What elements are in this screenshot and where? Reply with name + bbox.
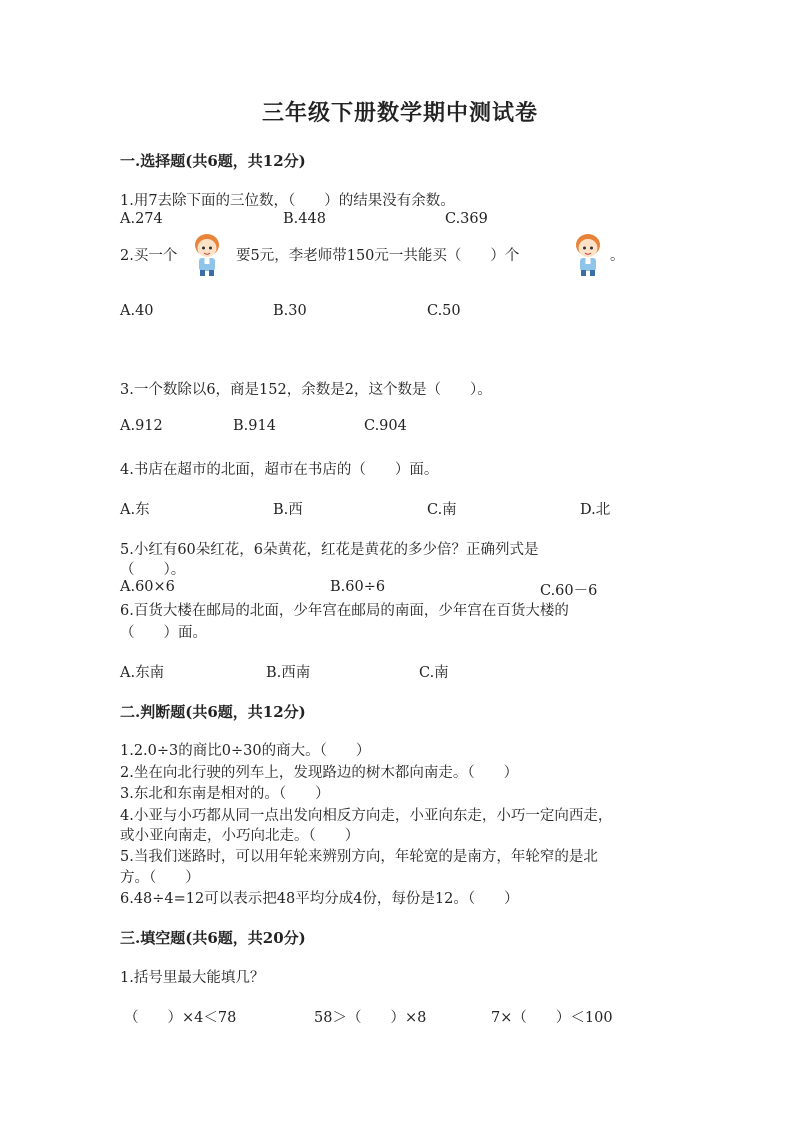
question-6-stem-line2: （ ）面。 bbox=[120, 625, 207, 641]
question-1-option-c: C.369 bbox=[445, 211, 488, 227]
question-5-option-b: B.60÷6 bbox=[330, 579, 386, 595]
question-1-option-a: A.274 bbox=[120, 211, 163, 227]
question-5-stem-line2: （ ）。 bbox=[120, 562, 186, 578]
fill-question-1-stem: 1.括号里最大能填几？ bbox=[120, 970, 265, 986]
page-title: 三年级下册数学期中测试卷 bbox=[261, 100, 538, 126]
question-4-option-d: D.北 bbox=[580, 502, 611, 518]
question-5-stem-line1: 5.小红有60朵红花，6朵黄花，红花是黄花的多少倍？正确列式是 bbox=[120, 542, 539, 558]
section-heading-choice: 一.选择题(共6题，共12分) bbox=[120, 152, 306, 170]
question-2-option-b: B.30 bbox=[273, 303, 307, 319]
fill-expression-3: 7×（ ）＜100 bbox=[491, 1010, 613, 1026]
question-2-option-c: C.50 bbox=[427, 303, 461, 319]
question-6-option-b: B.西南 bbox=[266, 665, 311, 681]
judgement-line-6: 6.48÷4=12可以表示把48平均分成4份，每份是12。（ ） bbox=[120, 891, 519, 907]
section-heading-fill: 三.填空题(共6题，共20分) bbox=[120, 929, 306, 947]
question-4-option-a: A.东 bbox=[120, 502, 150, 518]
judgement-line-1: 1.2.0÷3的商比0÷30的商大。（ ） bbox=[120, 743, 371, 759]
boy-figure-icon bbox=[571, 231, 605, 277]
question-6-option-a: A.东南 bbox=[120, 665, 165, 681]
question-2-stem-part3: 。 bbox=[610, 248, 625, 264]
judgement-line-4-cont: 或小亚向南走，小巧向北走。（ ） bbox=[120, 828, 360, 844]
question-5-option-a: A.60×6 bbox=[120, 579, 175, 595]
question-1-option-b: B.448 bbox=[283, 211, 326, 227]
question-5-option-c: C.60－6 bbox=[540, 583, 598, 599]
judgement-line-5: 5.当我们迷路时，可以用年轮来辨别方向，年轮宽的是南方，年轮窄的是北 bbox=[120, 849, 598, 865]
fill-expression-2: 58＞（ ）×8 bbox=[314, 1010, 427, 1026]
judgement-line-5-cont: 方。（ ） bbox=[120, 870, 200, 886]
judgement-line-2: 2.坐在向北行驶的列车上，发现路边的树木都向南走。（ ） bbox=[120, 765, 519, 781]
question-1-stem: 1.用7去除下面的三位数，（ ）的结果没有余数。 bbox=[120, 193, 455, 209]
judgement-line-3: 3.东北和东南是相对的。（ ） bbox=[120, 786, 330, 802]
question-3-option-c: C.904 bbox=[364, 418, 407, 434]
question-4-stem: 4.书店在超市的北面，超市在书店的（ ）面。 bbox=[120, 462, 439, 478]
question-2-stem-part1: 2.买一个 bbox=[120, 248, 178, 264]
question-3-option-a: A.912 bbox=[120, 418, 163, 434]
question-6-stem-line1: 6.百货大楼在邮局的北面，少年宫在邮局的南面，少年宫在百货大楼的 bbox=[120, 603, 569, 619]
fill-expression-1: （ ）×4＜78 bbox=[124, 1010, 237, 1026]
judgement-line-4: 4.小亚与小巧都从同一点出发向相反方向走，小亚向东走，小巧一定向西走， bbox=[120, 808, 613, 824]
question-4-option-b: B.西 bbox=[273, 502, 303, 518]
question-2-option-a: A.40 bbox=[120, 303, 154, 319]
boy-figure-icon bbox=[190, 231, 224, 277]
question-2-stem-part2: 要5元，李老师带150元一共能买（ ）个 bbox=[236, 248, 520, 264]
question-4-option-c: C.南 bbox=[427, 502, 457, 518]
question-6-option-c: C.南 bbox=[419, 665, 449, 681]
question-3-stem: 3.一个数除以6，商是152，余数是2，这个数是（ ）。 bbox=[120, 382, 492, 398]
section-heading-judgement: 二.判断题(共6题，共12分) bbox=[120, 703, 306, 721]
question-3-option-b: B.914 bbox=[233, 418, 276, 434]
